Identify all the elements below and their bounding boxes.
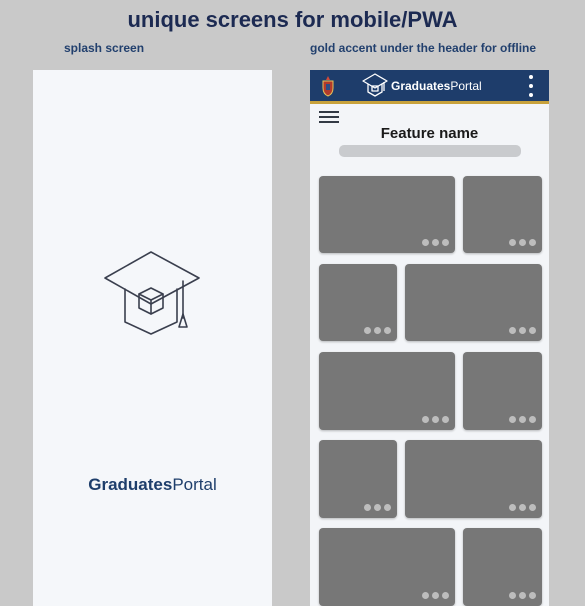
- more-dots-icon[interactable]: [422, 592, 449, 599]
- header-brand-regular: Portal: [450, 79, 482, 93]
- header-brand-bold: Graduates: [391, 79, 451, 93]
- more-dots-icon[interactable]: [422, 416, 449, 423]
- kebab-dot: [529, 93, 533, 97]
- splash-label: splash screen: [64, 41, 145, 55]
- splash-screen: [33, 70, 272, 606]
- crest-icon[interactable]: [320, 75, 336, 97]
- feature-tile[interactable]: [405, 440, 542, 518]
- mobile-screen: [310, 70, 549, 606]
- more-dots-icon[interactable]: [509, 504, 536, 511]
- graduation-cap-icon: [103, 248, 203, 338]
- feature-tile[interactable]: [319, 528, 455, 606]
- graduation-cap-icon: [362, 73, 388, 97]
- more-dots-icon[interactable]: [422, 239, 449, 246]
- splash-brand-regular: Portal: [172, 475, 217, 494]
- splash-brand: [33, 475, 272, 495]
- feature-tile[interactable]: [463, 352, 542, 430]
- app-header: [310, 70, 549, 101]
- kebab-menu-icon[interactable]: [525, 73, 537, 99]
- more-dots-icon[interactable]: [364, 327, 391, 334]
- more-dots-icon[interactable]: [509, 239, 536, 246]
- feature-title: Feature name: [380, 125, 479, 142]
- feature-placeholder-bar: [339, 145, 521, 157]
- feature-tile[interactable]: [463, 528, 542, 606]
- header-brand: [391, 79, 482, 93]
- feature-tile[interactable]: [319, 352, 455, 430]
- page-title: unique screens for mobile/PWA: [127, 7, 458, 32]
- more-dots-icon[interactable]: [509, 327, 536, 334]
- feature-tile[interactable]: [463, 176, 542, 253]
- offline-accent-label: gold accent under the header for offline: [310, 41, 537, 55]
- more-dots-icon[interactable]: [509, 592, 536, 599]
- splash-brand-bold: Graduates: [88, 475, 173, 494]
- kebab-dot: [529, 75, 533, 79]
- feature-tile[interactable]: [319, 264, 397, 341]
- feature-tile[interactable]: [405, 264, 542, 341]
- feature-tile[interactable]: [319, 176, 455, 253]
- hamburger-icon[interactable]: [319, 111, 339, 123]
- kebab-dot: [529, 84, 533, 88]
- more-dots-icon[interactable]: [509, 416, 536, 423]
- more-dots-icon[interactable]: [364, 504, 391, 511]
- offline-gold-accent: [310, 101, 549, 104]
- feature-tile[interactable]: [319, 440, 397, 518]
